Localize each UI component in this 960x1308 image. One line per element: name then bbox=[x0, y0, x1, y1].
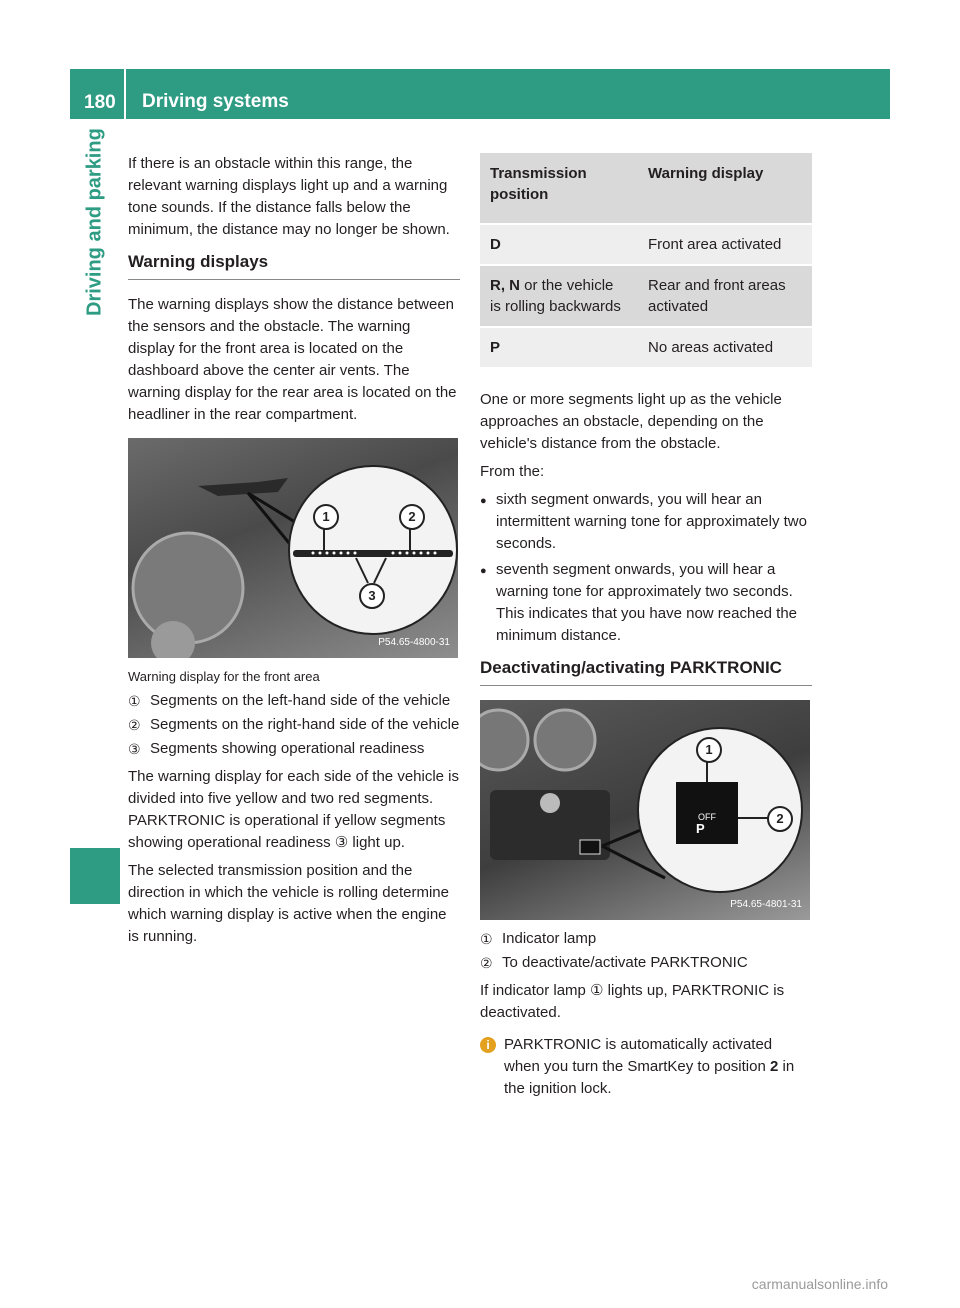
center-console-illustration bbox=[480, 700, 810, 920]
item-marker: ③ bbox=[128, 741, 141, 757]
segments-light-paragraph: One or more segments light up as the vehicle approaches an obstacle, depending on the vehicle's distance from the obstacle. bbox=[480, 391, 782, 452]
from-the-label: From the: bbox=[480, 463, 545, 480]
info-text: PARKTRONIC is automatically activated when you turn the SmartKey to position 2 in the ignition lock. bbox=[504, 1036, 795, 1097]
table-row bbox=[480, 224, 812, 265]
header-separator bbox=[124, 69, 126, 119]
list-item bbox=[480, 952, 812, 974]
table-cell-position: R, N or the vehicle is rolling backwards bbox=[480, 265, 638, 327]
bullet-text: sixth segment onwards, you will hear an intermittent warning tone for approximately two seconds. bbox=[496, 491, 807, 552]
side-tab bbox=[70, 128, 120, 1308]
item-text: Segments showing operational readiness bbox=[150, 740, 425, 757]
side-marker-block bbox=[70, 848, 120, 904]
table-header-warning-display: Warning display bbox=[638, 153, 812, 224]
item-text: Segments on the right-hand side of the vehicle bbox=[150, 716, 460, 733]
parktronic-symbol: P bbox=[696, 821, 705, 836]
chapter-title: Driving systems bbox=[142, 91, 289, 112]
callout-1-badge: 1 bbox=[696, 737, 722, 763]
callout-3-badge: 3 bbox=[359, 583, 385, 609]
info-note bbox=[480, 1034, 812, 1100]
table-header-transmission: Transmission position bbox=[480, 153, 638, 224]
list-item bbox=[128, 714, 460, 736]
figure-code: P54.65-4800-31 bbox=[378, 637, 450, 648]
callout-2-badge: 2 bbox=[399, 504, 425, 530]
off-label: OFF bbox=[698, 812, 716, 822]
table-header-row bbox=[480, 153, 812, 224]
front-warning-display-figure bbox=[128, 438, 458, 658]
bullet-icon: ● bbox=[480, 495, 487, 507]
list-item bbox=[128, 690, 460, 712]
warning-displays-paragraph: The warning displays show the distance between the sensors and the obstacle. The warning display for the front area is located on the dashboard above the center air vents. The warning display for the rear area is located on the headliner in the rear compartment. bbox=[128, 296, 457, 423]
page-number: 180 bbox=[84, 92, 116, 113]
bullet-text: seventh segment onwards, you will hear a warning tone for approximately two seconds. This indicates that you have now reached the minimum distance. bbox=[496, 561, 798, 644]
item-text: To deactivate/activate PARKTRONIC bbox=[502, 954, 748, 971]
info-icon: i bbox=[480, 1037, 496, 1053]
figure-code: P54.65-4801-31 bbox=[730, 899, 802, 910]
right-column bbox=[480, 153, 812, 1100]
dashboard-illustration bbox=[128, 438, 458, 658]
callout-1-badge: 1 bbox=[313, 504, 339, 530]
item-marker: ① bbox=[480, 931, 493, 947]
list-item bbox=[128, 738, 460, 760]
table-cell-display: Rear and front areas activated bbox=[638, 265, 812, 327]
transmission-paragraph: The selected transmission position and the direction in which the vehicle is rolling determine which warning display is active when the engine is running. bbox=[128, 862, 449, 945]
list-item bbox=[480, 489, 812, 555]
intro-paragraph: If there is an obstacle within this range, the relevant warning displays light up and a warning tone sounds. If the distance falls below the minimum, the distance may no longer be shown. bbox=[128, 155, 450, 238]
table-row bbox=[480, 327, 812, 367]
table-cell-display: No areas activated bbox=[638, 327, 812, 367]
transmission-table bbox=[480, 153, 812, 367]
table-cell-position: D bbox=[480, 224, 638, 265]
section-heading-parktronic: Deactivating/activating PARKTRONIC bbox=[480, 657, 812, 686]
callout-2-badge: 2 bbox=[767, 806, 793, 832]
list-item bbox=[480, 559, 812, 647]
list-item bbox=[480, 928, 812, 950]
parktronic-button-figure bbox=[480, 700, 810, 920]
footer-watermark: carmanualsonline.info bbox=[751, 1276, 888, 1292]
page-header bbox=[70, 69, 890, 119]
left-column bbox=[128, 153, 460, 954]
item-marker: ① bbox=[128, 693, 141, 709]
indicator-lamp-paragraph: If indicator lamp ① lights up, PARKTRONIC is deactivated. bbox=[480, 982, 785, 1021]
table-row bbox=[480, 265, 812, 327]
section-heading-warning-displays: Warning displays bbox=[128, 251, 460, 280]
item-marker: ② bbox=[128, 717, 141, 733]
segments-paragraph: The warning display for each side of the vehicle is divided into five yellow and two red segments. PARKTRONIC is operational if yellow segments showing operational readiness ③ light up. bbox=[128, 768, 460, 851]
section-label: Driving and parking bbox=[83, 128, 106, 316]
table-cell-position: P bbox=[480, 327, 638, 367]
item-text: Indicator lamp bbox=[502, 930, 597, 947]
item-text: Segments on the left-hand side of the vehicle bbox=[150, 692, 451, 709]
bullet-icon: ● bbox=[480, 565, 487, 577]
item-marker: ② bbox=[480, 955, 493, 971]
table-cell-display: Front area activated bbox=[638, 224, 812, 265]
figure-caption: Warning display for the front area bbox=[128, 669, 320, 684]
